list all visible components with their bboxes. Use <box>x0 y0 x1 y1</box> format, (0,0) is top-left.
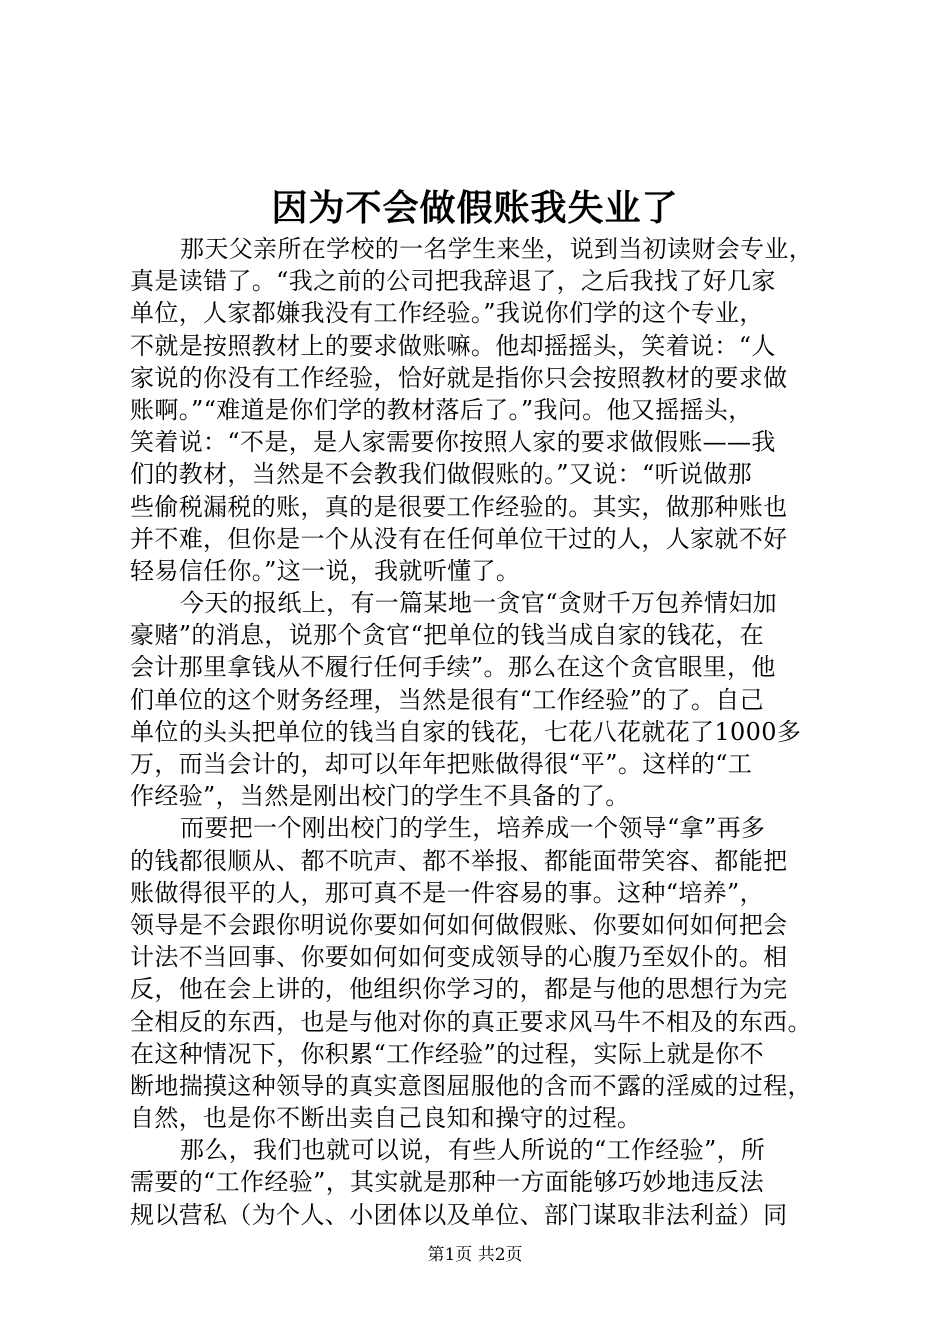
text-line: 单位，人家都嫌我没有工作经验。”我说你们学的这个专业， <box>130 299 764 328</box>
text-line: 自然，也是你不断出卖自己良知和操守的过程。 <box>130 1104 642 1133</box>
text-line: 不就是按照教材上的要求做账嘛。他却摇摇头，笑着说：“人 <box>130 331 776 360</box>
text-line: 那天父亲所在学校的一名学生来坐，说到当初读财会专业， <box>180 235 814 263</box>
text-line: 那么，我们也就可以说，有些人所说的“工作经验”，所 <box>180 1136 766 1165</box>
text-line: 账啊。”“难道是你们学的教材落后了。”我问。他又摇摇头， <box>130 395 753 424</box>
text-line: 的钱都很顺从、都不吭声、都不举报、都能面带笑容、都能把 <box>130 846 788 875</box>
text-line: 而要把一个刚出校门的学生，培养成一个领导“拿”再多 <box>180 814 766 843</box>
text-line: 豪赌”的消息，说那个贪官“把单位的钱当成自家的钱花，在 <box>130 621 764 650</box>
text-line: 轻易信任你。”这一说，我就听懂了。 <box>130 556 521 585</box>
page-footer: 第1页 共2页 <box>427 1245 523 1265</box>
text-line: 反，他在会上讲的，他组织你学习的，都是与他的思想行为完 <box>130 975 788 1004</box>
text-line: 会计那里拿钱从不履行任何手续”。那么在这个贪官眼里，他 <box>130 653 776 682</box>
text-line: 们的教材，当然是不会教我们做假账的。”又说：“听说做那 <box>130 460 752 489</box>
text-line: 规以营私（为个人、小团体以及单位、部门谋取非法利益）同 <box>130 1200 788 1229</box>
text-line: 单位的头头把单位的钱当自家的钱花，七花八花就花了1000多 <box>130 717 802 746</box>
text-line: 账做得很平的人，那可真不是一件容易的事。这种“培养”， <box>130 878 764 907</box>
text-line: 今天的报纸上，有一篇某地一贪官“贪财千万包养情妇加 <box>180 589 778 618</box>
text-line: 全相反的东西，也是与他对你的真正要求风马牛不相及的东西。 <box>130 1007 812 1036</box>
document-title: 因为不会做假账我失业了 <box>271 187 679 229</box>
text-line: 作经验”，当然是刚出校门的学生不具备的了。 <box>130 782 630 811</box>
text-line: 万，而当会计的，却可以年年把账做得很“平”。这样的“工 <box>130 750 753 778</box>
text-line: 需要的“工作经验”，其实就是那种一方面能够巧妙地违反法 <box>130 1168 764 1197</box>
text-line: 计法不当回事、你要如何如何变成领导的心腹乃至奴仆的。相 <box>130 943 788 972</box>
text-line: 断地揣摸这种领导的真实意图屈服他的含而不露的淫威的过程， <box>130 1071 812 1100</box>
text-line: 并不难，但你是一个从没有在任何单位干过的人，人家就不好 <box>130 524 788 553</box>
text-line: 笑着说：“不是，是人家需要你按照人家的要求做假账——我 <box>130 428 776 457</box>
text-line: 些偷税漏税的账，真的是很要工作经验的。其实，做那种账也 <box>130 492 788 521</box>
text-line: 真是读错了。“我之前的公司把我辞退了，之后我找了好几家 <box>130 267 776 296</box>
text-line: 家说的你没有工作经验，恰好就是指你只会按照教材的要求做 <box>130 363 788 392</box>
text-line: 在这种情况下，你积累“工作经验”的过程，实际上就是你不 <box>130 1039 764 1068</box>
text-line: 领导是不会跟你明说你要如何如何做假账、你要如何如何把会 <box>130 910 788 939</box>
text-line: 们单位的这个财务经理，当然是很有“工作经验”的了。自己 <box>130 685 764 714</box>
document-body <box>130 233 830 1231</box>
